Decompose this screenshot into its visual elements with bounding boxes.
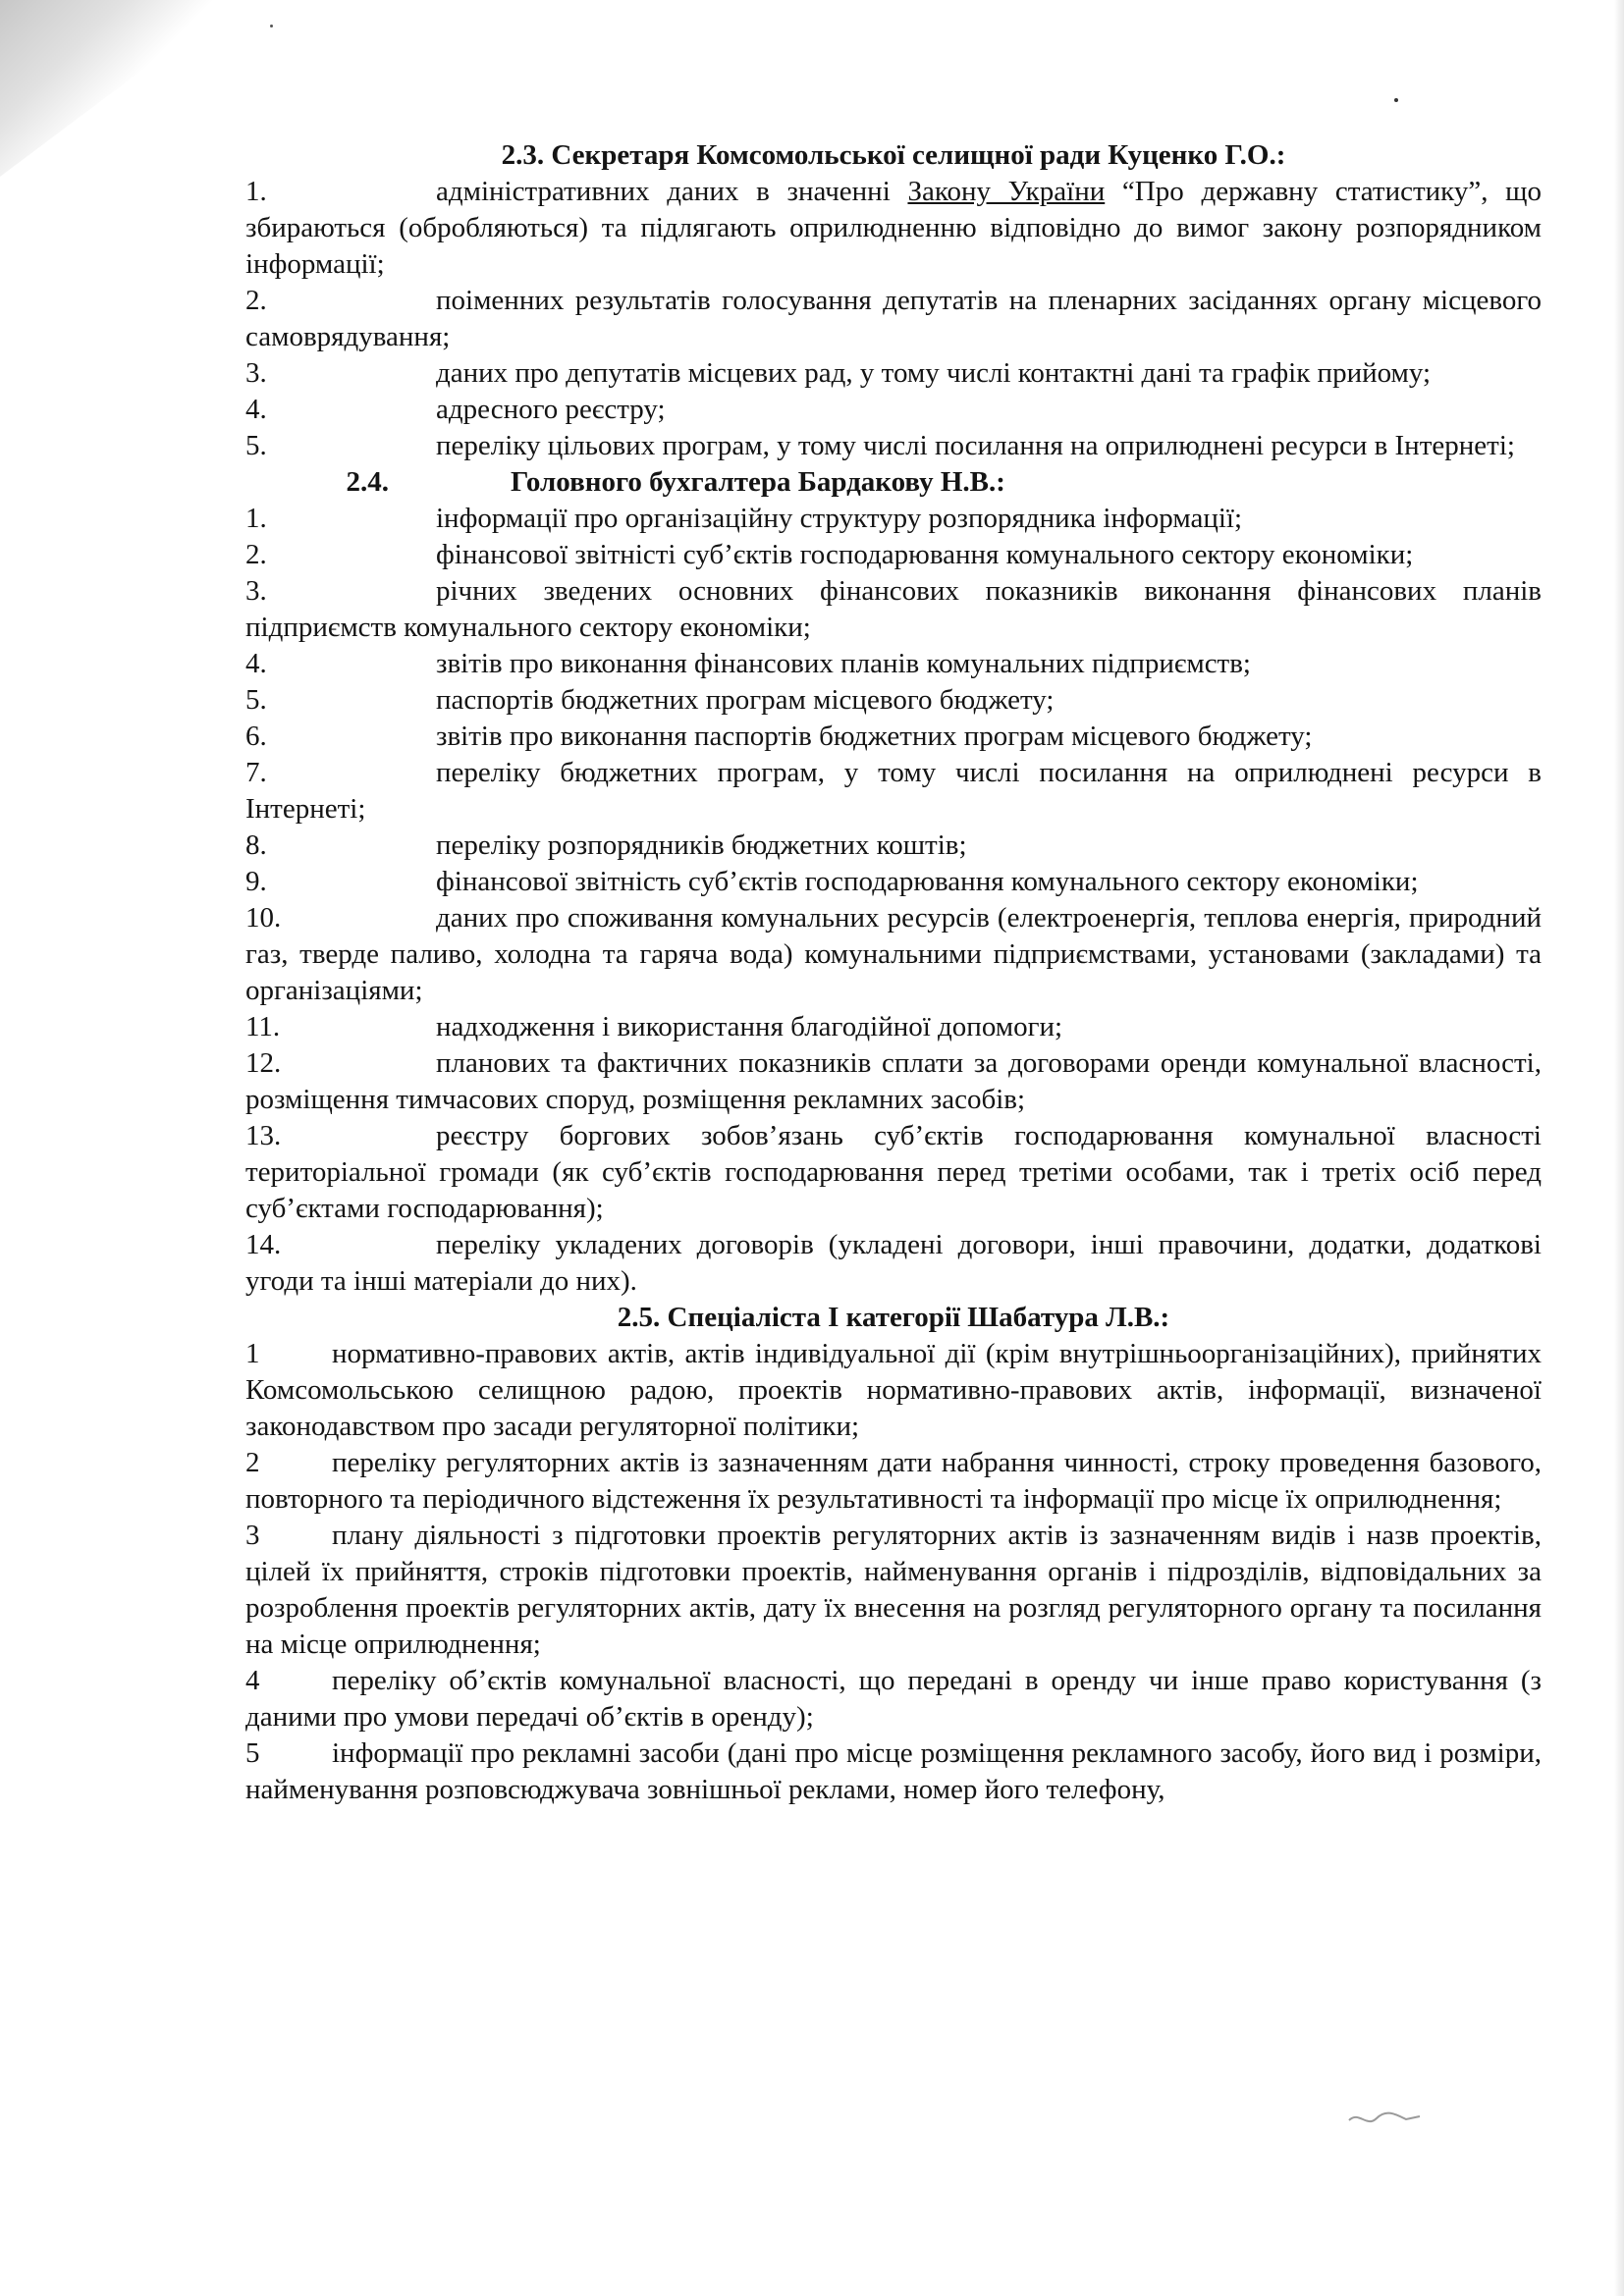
item-number: 4 bbox=[245, 1665, 260, 1696]
list-item bbox=[245, 682, 1542, 719]
item-text: “Про державну статистику”, що збираються (обробляються) та підлягають оприлюдненню відповідно до вимог закону розпорядником інформації; bbox=[245, 176, 1542, 280]
item-number: 5. bbox=[245, 684, 267, 716]
item-number: 7. bbox=[245, 757, 267, 788]
item-text: даних про депутатів місцевих рад, у тому числі контактні дані та графік прийому; bbox=[436, 357, 1432, 389]
item-text: переліку бюджетних програм, у тому числі посилання на оприлюднені ресурси в Інтернеті; bbox=[245, 757, 1542, 825]
section-heading-2-3: 2.3. Секретаря Комсомольської селищної ради Куценко Г.О.: bbox=[501, 139, 1286, 171]
item-text: планових та фактичних показників сплати за договорами оренди комунальної власності, розміщення тимчасових споруд, розміщення рекламних засобів; bbox=[245, 1047, 1542, 1115]
item-text: даних про споживання комунальних ресурсів (електроенергія, теплова енергія, природний газ, тверде паливо, холодна та гаряча вода) комунальними підприємствами, установами (закладами) та організаціями; bbox=[245, 902, 1542, 1006]
item-text: фінансової звітністі суб’єктів господарювання комунального сектору економіки; bbox=[436, 539, 1414, 570]
list-item bbox=[245, 174, 1542, 283]
list-item bbox=[245, 501, 1542, 537]
item-text: інформації про рекламні засоби (дані про місце розміщення рекламного засобу, його вид і розміри, найменування розповсюджувача зовнішньої реклами, номер його телефону, bbox=[245, 1737, 1542, 1805]
item-text: переліку регуляторних актів із зазначенням дати набрання чинності, строку проведення базового, повторного та періодичного відстеження їх результативності та інформації про місце їх оприлюднення; bbox=[245, 1447, 1542, 1515]
item-number: 11. bbox=[245, 1011, 281, 1042]
pen-mark bbox=[1345, 2107, 1424, 2130]
item-number: 2 bbox=[245, 1447, 260, 1478]
item-number: 5. bbox=[245, 430, 267, 461]
list-item bbox=[245, 1445, 1542, 1518]
section-2-3-list bbox=[245, 174, 1542, 464]
section-2-4-list bbox=[245, 501, 1542, 1300]
item-text: реєстру боргових зобов’язань суб’єктів господарювання комунальної власності територіальної громади (як суб’єктів господарювання перед третіми особами, так і третіх осіб перед суб’єктами господарювання); bbox=[245, 1120, 1542, 1224]
scan-speck bbox=[1394, 98, 1398, 102]
item-text: звітів про виконання паспортів бюджетних програм місцевого бюджету; bbox=[436, 721, 1313, 752]
list-item bbox=[245, 1045, 1542, 1118]
item-text: поіменних результатів голосування депутатів на пленарних засіданнях органу місцевого самоврядування; bbox=[245, 285, 1542, 352]
item-number: 12. bbox=[245, 1047, 282, 1079]
list-item bbox=[245, 428, 1542, 464]
item-text: переліку об’єктів комунальної власності, що передані в оренду чи інше право користування (з даними про умови передачі об’єктів в оренду); bbox=[245, 1665, 1542, 1733]
item-text: адресного реєстру; bbox=[436, 394, 666, 425]
item-number: 3 bbox=[245, 1520, 260, 1551]
item-number: 8. bbox=[245, 829, 267, 861]
list-item bbox=[245, 1009, 1542, 1045]
list-item bbox=[245, 1518, 1542, 1663]
section-title: Головного бухгалтера Бардакову Н.В.: bbox=[511, 466, 1005, 498]
item-number: 3. bbox=[245, 575, 267, 607]
item-number: 10. bbox=[245, 902, 282, 934]
item-text: інформації про організаційну структуру розпорядника інформації; bbox=[436, 503, 1243, 534]
list-item bbox=[245, 1663, 1542, 1735]
list-item bbox=[245, 864, 1542, 900]
item-number: 13. bbox=[245, 1120, 282, 1151]
list-item bbox=[245, 900, 1542, 1009]
item-text: переліку розпорядників бюджетних коштів; bbox=[436, 829, 967, 861]
law-link[interactable]: Закону України bbox=[907, 176, 1106, 207]
item-number: 1 bbox=[245, 1338, 260, 1369]
list-item bbox=[245, 828, 1542, 864]
item-number: 4. bbox=[245, 648, 267, 679]
item-text: звітів про виконання фінансових планів комунальних підприємств; bbox=[436, 648, 1251, 679]
item-number: 9. bbox=[245, 866, 267, 897]
list-item bbox=[245, 355, 1542, 392]
item-text: паспортів бюджетних програм місцевого бюджету; bbox=[436, 684, 1055, 716]
item-number: 6. bbox=[245, 721, 267, 752]
item-text: переліку укладених договорів (укладені договори, інші правочини, додатки, додаткові угоди та інші матеріали до них). bbox=[245, 1229, 1542, 1297]
list-item bbox=[245, 573, 1542, 646]
item-number: 1. bbox=[245, 503, 267, 534]
list-item bbox=[245, 646, 1542, 682]
item-text: фінансової звітність суб’єктів господарювання комунального сектору економіки; bbox=[436, 866, 1419, 897]
list-item bbox=[245, 1227, 1542, 1300]
item-text: нормативно-правових актів, актів індивідуальної дії (крім внутрішньоорганізаційних), прийнятих Комсомольською селищною радою, проектів нормативно-правових актів, інформації, визначеної законодавством про засади регуляторної політики; bbox=[245, 1338, 1542, 1442]
document-page bbox=[245, 137, 1542, 1808]
list-item bbox=[245, 755, 1542, 828]
item-number: 4. bbox=[245, 394, 267, 425]
scan-edge bbox=[1614, 0, 1624, 2296]
item-number: 2. bbox=[245, 539, 267, 570]
item-number: 5 bbox=[245, 1737, 260, 1769]
item-number: 3. bbox=[245, 357, 267, 389]
section-heading-2-5: 2.5. Спеціаліста І категорії Шабатура Л.В.: bbox=[617, 1302, 1170, 1333]
list-item bbox=[245, 283, 1542, 355]
scan-fold-shadow bbox=[0, 0, 236, 177]
item-text: річних зведених основних фінансових показників виконання фінансових планів підприємств комунального сектору економіки; bbox=[245, 575, 1542, 643]
list-item bbox=[245, 537, 1542, 573]
section-heading-2-4 bbox=[245, 464, 1542, 501]
scan-speck bbox=[270, 25, 273, 27]
list-item bbox=[245, 1735, 1542, 1808]
item-text: плану діяльності з підготовки проектів регуляторних актів із зазначенням видів і назв проектів, цілей їх прийняття, строків підготовки проектів, найменування органів і підрозділів, відповідальних за розроблення проектів регуляторних актів, дату їх внесення на розгляд регуляторного органу та посилання на місце оприлюднення; bbox=[245, 1520, 1542, 1660]
item-number: 2. bbox=[245, 285, 267, 316]
section-2-5-list bbox=[245, 1336, 1542, 1808]
item-number: 1. bbox=[245, 176, 267, 207]
section-number: 2.4. bbox=[346, 466, 389, 498]
list-item bbox=[245, 1118, 1542, 1227]
list-item bbox=[245, 392, 1542, 428]
item-text: переліку цільових програм, у тому числі посилання на оприлюднені ресурси в Інтернеті; bbox=[436, 430, 1515, 461]
list-item bbox=[245, 719, 1542, 755]
item-number: 14. bbox=[245, 1229, 282, 1260]
item-text: адміністративних даних в значенні bbox=[436, 176, 908, 207]
list-item bbox=[245, 1336, 1542, 1445]
item-text: надходження і використання благодійної допомоги; bbox=[436, 1011, 1063, 1042]
